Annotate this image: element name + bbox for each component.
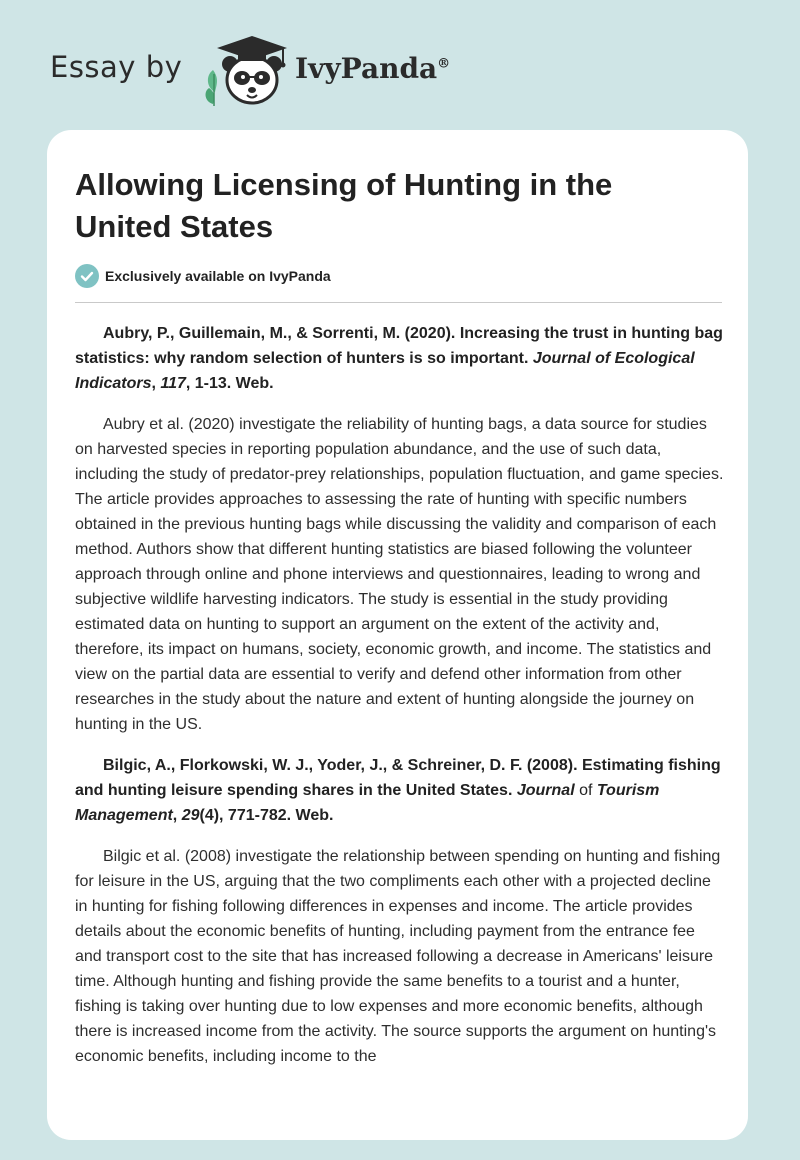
reference-citation: Bilgic, A., Florkowski, W. J., Yoder, J., & Schreiner, D. F. (2008). Estimating fishing and hunting leisure spending shares in the United States. Journal of Tourism Management, 29(4), 771-782. Web.	[75, 757, 721, 824]
reference-citation: Aubry, P., Guillemain, M., & Sorrenti, M. (2020). Increasing the trust in hunting bag statistics: why random selection of hunters is so important. Journal of Ecological Indicators, 117, 1-13. Web.	[75, 325, 723, 392]
page-title: Allowing Licensing of Hunting in the United States	[75, 167, 613, 244]
exclusive-label: Exclusively available on IvyPanda	[105, 268, 331, 284]
brand-header	[50, 30, 480, 110]
essay-card	[47, 130, 748, 1140]
brand-prefix: Essay by	[50, 50, 183, 84]
reference-summary: Aubry et al. (2020) investigate the reliability of hunting bags, a data source for studies on harvested species in reporting population abundance, and the use of such data, including the study of predator-prey relationships, population fluctuation, and game species. The article provides approaches to assessing the rate of hunting with specific numbers obtained in the previous hunting bags while discussing the validity and comparison of each method. Authors show that different hunting statistics are biased following the volunteer approach through online and phone interviews and questionnaires, leading to wrong and subjective wildlife harvesting indicators. The study is essential in the study providing estimated data on hunting to support an argument on the extent of the activity and, therefore, its impact on humans, society, economic growth, and income. The statistics and view on the partial data are essential to verify and defend other information from other researches in the study about the nature and extent of hunting alongside the journey on hunting in the US.	[75, 416, 724, 733]
brand-name: IvyPanda®	[295, 52, 451, 85]
divider	[75, 302, 722, 303]
panda-logo-icon	[203, 30, 293, 110]
check-circle-icon	[75, 264, 99, 288]
reference-summary: Bilgic et al. (2008) investigate the relationship between spending on hunting and fishing for leisure in the US, arguing that the two compliments each other with a projected decline in hunting for fishing following differences in expenses and income. The article provides details about the economic benefits of hunting, including payment from the entrance fee and transport cost to the site that has increased following a decrease in Americans' leisure time. Although hunting and fishing provide the same benefits to a tourist and a hunter, fishing is taking over hunting due to low expenses and more economic benefits, although there is increased income from the activity. The source supports the argument on hunting's economic benefits, including income to the	[75, 848, 721, 1065]
essay-content	[75, 321, 725, 1069]
exclusive-badge	[75, 263, 331, 289]
